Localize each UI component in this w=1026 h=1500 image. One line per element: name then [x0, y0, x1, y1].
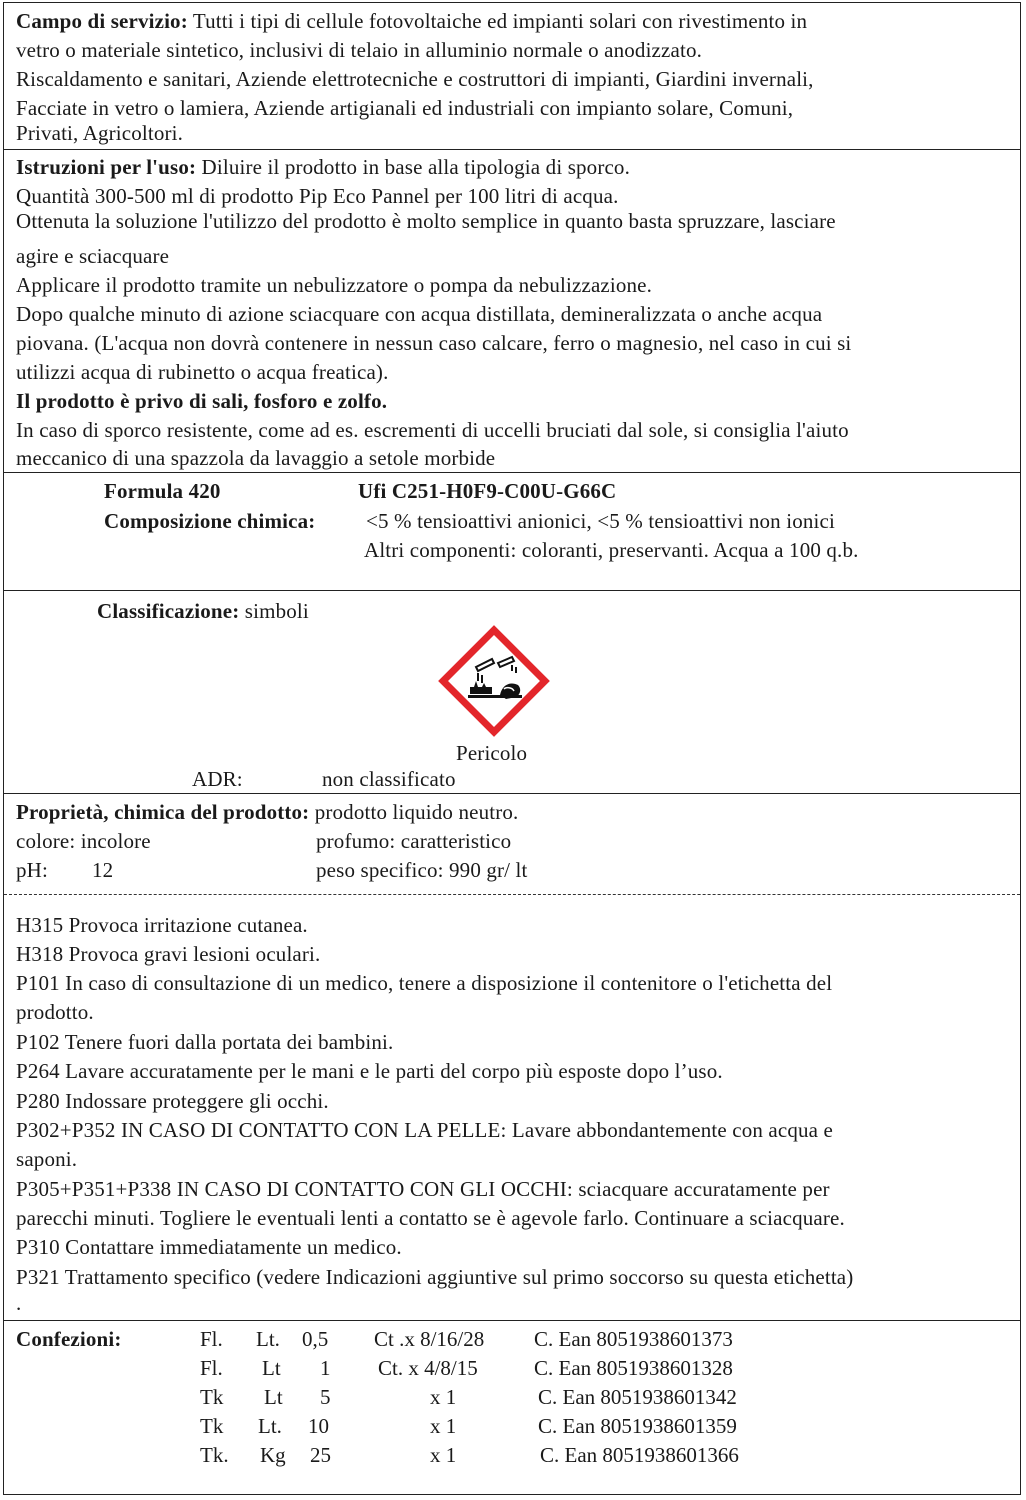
- pack-ean: C. Ean 8051938601342: [538, 1385, 737, 1409]
- pack-qty: 10: [308, 1414, 329, 1438]
- pack-type: Fl.: [200, 1356, 223, 1380]
- pack-qty: 5: [320, 1385, 331, 1409]
- ph-label: pH:: [16, 858, 48, 882]
- statement-p302-a: P302+P352 IN CASO DI CONTATTO CON LA PELLE: Lavare abbondantemente con acqua e: [16, 1118, 833, 1142]
- pack-type: Tk.: [200, 1443, 229, 1467]
- statement-p302-b: saponi.: [16, 1147, 78, 1171]
- formula-label-text: Formula 420: [104, 479, 221, 503]
- pack-unit: Lt: [262, 1356, 281, 1380]
- statement-p101-b: prodotto.: [16, 1000, 94, 1024]
- properties-line-1: [16, 800, 518, 824]
- pack-unit: Lt.: [256, 1327, 280, 1351]
- ph-value: 12: [92, 858, 114, 882]
- instructions-bold-note: [16, 389, 387, 413]
- pack-type: Tk: [200, 1414, 224, 1438]
- dashed-divider: [4, 894, 1020, 895]
- service-line-4: Facciate in vetro o lamiera, Aziende artigianali ed industriali con impianto solare, Comuni,: [16, 96, 794, 120]
- statement-p310: P310 Contattare immediatamente un medico.: [16, 1235, 402, 1259]
- signal-word: Pericolo: [456, 741, 528, 765]
- properties-label: Proprietà, chimica del prodotto:: [16, 800, 310, 824]
- pack-ean: C. Ean 8051938601328: [534, 1356, 733, 1380]
- statement-p101-a: P101 In caso di consultazione di un medico, tenere a disposizione il contenitore o l'etichetta del: [16, 971, 833, 995]
- statement-p321-b: .: [16, 1291, 22, 1315]
- instructions-line-8: utilizzi acqua di rubinetto o acqua freatica).: [16, 360, 389, 384]
- service-line-1: [16, 9, 807, 33]
- pack-type: Tk: [200, 1385, 224, 1409]
- composition-line-1: <5 % tensioattivi anionici, <5 % tensioattivi non ionici: [366, 509, 835, 533]
- pack-unit: Lt: [264, 1385, 283, 1409]
- pack-case: x 1: [430, 1385, 457, 1409]
- statement-p280: P280 Indossare proteggere gli occhi.: [16, 1089, 329, 1113]
- pack-case: x 1: [430, 1443, 457, 1467]
- instructions-line-6: Dopo qualche minuto di azione sciacquare con acqua distillata, demineralizzata o anche acqua: [16, 302, 823, 326]
- instructions-line-3: Ottenuta la soluzione l'utilizzo del prodotto è molto semplice in quanto basta spruzzare, lasciare: [16, 209, 836, 233]
- statement-p321-a: P321 Trattamento specifico (vedere Indicazioni aggiuntive sul primo soccorso su questa etichetta): [16, 1265, 854, 1289]
- adr-label: ADR:: [192, 767, 243, 791]
- composition-label-text: Composizione chimica:: [104, 509, 316, 533]
- instructions-section: [4, 149, 1020, 472]
- product-label-sheet: [3, 2, 1021, 1495]
- pack-unit: Kg: [260, 1443, 286, 1467]
- instructions-line-1: [16, 155, 630, 179]
- pack-case: x 1: [430, 1414, 457, 1438]
- instructions-line-2: Quantità 300-500 ml di prodotto Pip Eco Pannel per 100 litri di acqua.: [16, 184, 619, 208]
- service-line-3: Riscaldamento e sanitari, Aziende elettrotecniche e costruttori di impianti, Giardini invernali,: [16, 67, 814, 91]
- properties-value: prodotto liquido neutro.: [314, 800, 519, 824]
- instructions-bold-text: Il prodotto è privo di sali, fosforo e zolfo.: [16, 389, 388, 413]
- formula-section: [4, 472, 1020, 590]
- classification-line: [97, 599, 309, 623]
- statement-p305-a: P305+P351+P338 IN CASO DI CONTATTO CON GLI OCCHI: sciacquare accuratamente per: [16, 1177, 830, 1201]
- pack-qty: 1: [320, 1356, 331, 1380]
- packaging-section: [4, 1320, 1020, 1496]
- instructions-label: Istruzioni per l'uso:: [16, 155, 197, 179]
- statement-p305-b: parecchi minuti. Togliere le eventuali lenti a contatto se è agevole farlo. Continuare a sciacquare.: [16, 1206, 845, 1230]
- service-line-2: vetro o materiale sintetico, inclusivi di telaio in alluminio normale o anodizzato.: [16, 38, 703, 62]
- service-line-5: Privati, Agricoltori.: [16, 121, 184, 145]
- instructions-line-9: In caso di sporco resistente, come ad es. escrementi di uccelli bruciati dal sole, si consiglia l'aiuto: [16, 418, 849, 442]
- statement-h315: H315 Provoca irritazione cutanea.: [16, 913, 308, 937]
- pack-qty: 25: [310, 1443, 331, 1467]
- formula-ufi: [358, 479, 616, 503]
- service-text-1: Tutti i tipi di cellule fotovoltaiche ed impianti solari con rivestimento in: [192, 9, 808, 33]
- packaging-label: [16, 1327, 121, 1351]
- composition-line-2: Altri componenti: coloranti, preservanti. Acqua a 100 q.b.: [364, 538, 859, 562]
- statement-p264: P264 Lavare accuratamente per le mani e le parti del corpo più esposte dopo l’uso.: [16, 1059, 723, 1083]
- instructions-line-10: meccanico di una spazzola da lavaggio a setole morbide: [16, 446, 496, 470]
- statement-h318: H318 Provoca gravi lesioni oculari.: [16, 942, 321, 966]
- scent-field: profumo: caratteristico: [316, 829, 512, 853]
- pack-ean: C. Ean 8051938601373: [534, 1327, 733, 1351]
- color-field: colore: incolore: [16, 829, 151, 853]
- pack-type: Fl.: [200, 1327, 223, 1351]
- instructions-line-7: piovana. (L'acqua non dovrà contenere in nessun caso calcare, ferro o magnesio, nel caso in cui si: [16, 331, 852, 355]
- pack-case: Ct .x 8/16/28: [374, 1327, 485, 1351]
- pack-unit: Lt.: [258, 1414, 282, 1438]
- properties-section: [4, 793, 1020, 893]
- formula-label: [104, 479, 221, 503]
- adr-value: non classificato: [322, 767, 456, 791]
- statement-p102: P102 Tenere fuori dalla portata dei bambini.: [16, 1030, 394, 1054]
- formula-ufi-text: Ufi C251-H0F9-C00U-G66C: [358, 479, 617, 503]
- pack-ean: C. Ean 8051938601366: [540, 1443, 739, 1467]
- ghs05-corrosion-icon: [436, 623, 552, 739]
- weight-field: peso specifico: 990 gr/ lt: [316, 858, 528, 882]
- pack-qty: 0,5: [302, 1327, 329, 1351]
- service-label: Campo di servizio:: [16, 9, 188, 33]
- classification-label: Classificazione:: [97, 599, 240, 623]
- instructions-line-5: Applicare il prodotto tramite un nebulizzatore o pompa da nebulizzazione.: [16, 273, 653, 297]
- instructions-line-4: agire e sciacquare: [16, 244, 170, 268]
- pack-ean: C. Ean 8051938601359: [538, 1414, 737, 1438]
- composition-label: [104, 509, 315, 533]
- packaging-label-text: Confezioni:: [16, 1327, 122, 1351]
- pack-case: Ct. x 4/8/15: [378, 1356, 478, 1380]
- instructions-text-1: Diluire il prodotto in base alla tipologia di sporco.: [201, 155, 630, 179]
- classification-value: simboli: [244, 599, 309, 623]
